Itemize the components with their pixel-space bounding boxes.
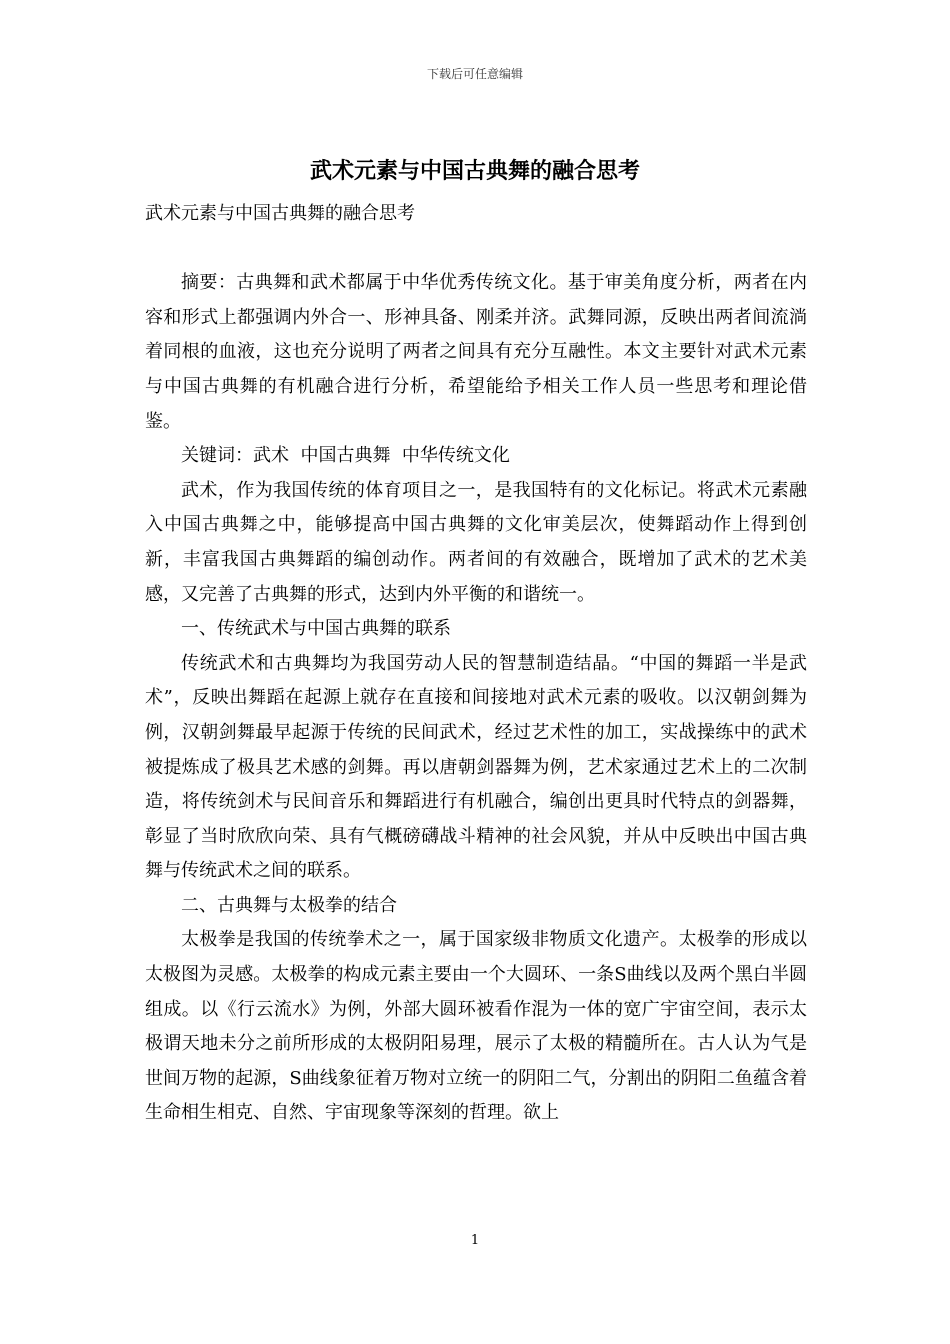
section-1-paragraph: 传统武术和古典舞均为我国劳动人民的智慧制造结晶。“中国的舞蹈一半是武术”，反映出舞蹈在起源上就存在直接和间接地对武术元素的吸收。以汉朝剑舞为例，汉朝剑舞最早起源于传统的民间武术，经过艺术性的加工，实战操练中的武术被提炼成了极具艺术感的剑舞。再以唐朝剑器舞为例，艺术家通过艺术上的二次制造，将传统剑术与民间音乐和舞蹈进行有机融合，编创出更具时代特点的剑器舞，彰显了当时欣欣向荣、具有气概磅礴战斗精神的社会风貌，并从中反映出中国古典舞与传统武术之间的联系。 [145,652,807,882]
document-subtitle: 武术元素与中国古典舞的融合思考 [145,203,415,224]
blank-line [145,232,807,267]
section-2-heading: 二、古典舞与太极拳的结合 [181,894,397,916]
abstract-paragraph: 摘要：古典舞和武术都属于中华优秀传统文化。基于审美角度分析，两者在内容和形式上都强调内外合一、形神具备、刚柔并济。武舞同源，反映出两者间流淌着同根的血液，这也充分说明了两者之间具有充分互融性。本文主要针对武术元素与中国古典舞的有机融合进行分析，希望能给予相关工作人员一些思考和理论借鉴。 [145,272,807,432]
header-note: 下载后可任意编辑 [426,67,523,81]
section-2-paragraph: 太极拳是我国的传统拳术之一，属于国家级非物质文化遗产。太极拳的形成以太极图为灵感。太极拳的构成元素主要由一个大圆环、一条S曲线以及两个黑白半圆组成。以《行云流水》为例，外部大圆环被看作混为一体的宽广宇宙空间，表示太极谓天地未分之前所形成的太极阴阳易理，展示了太极的精髓所在。古人认为气是世间万物的起源，S曲线象征着万物对立统一的阴阳二气，分割出的阴阳二鱼蕴含着生命相生相克、自然、宇宙现象等深刻的哲理。欲上 [145,929,807,1124]
page-number: 1 [470,1233,480,1248]
section-1-heading: 一、传统武术与中国古典舞的联系 [181,618,451,640]
document-body [145,197,807,1131]
keywords-line: 关键词：武术 中国古典舞 中华传统文化 [181,445,510,467]
intro-paragraph: 武术，作为我国传统的体育项目之一，是我国特有的文化标记。将武术元素融入中国古典舞之中，能够提高中国古典舞的文化审美层次，使舞蹈动作上得到创新，丰富我国古典舞蹈的编创动作。两者间的有效融合，既增加了武术的艺术美感，又完善了古典舞的形式，达到内外平衡的和谐统一。 [145,479,807,605]
document-title: 武术元素与中国古典舞的融合思考 [309,158,640,184]
